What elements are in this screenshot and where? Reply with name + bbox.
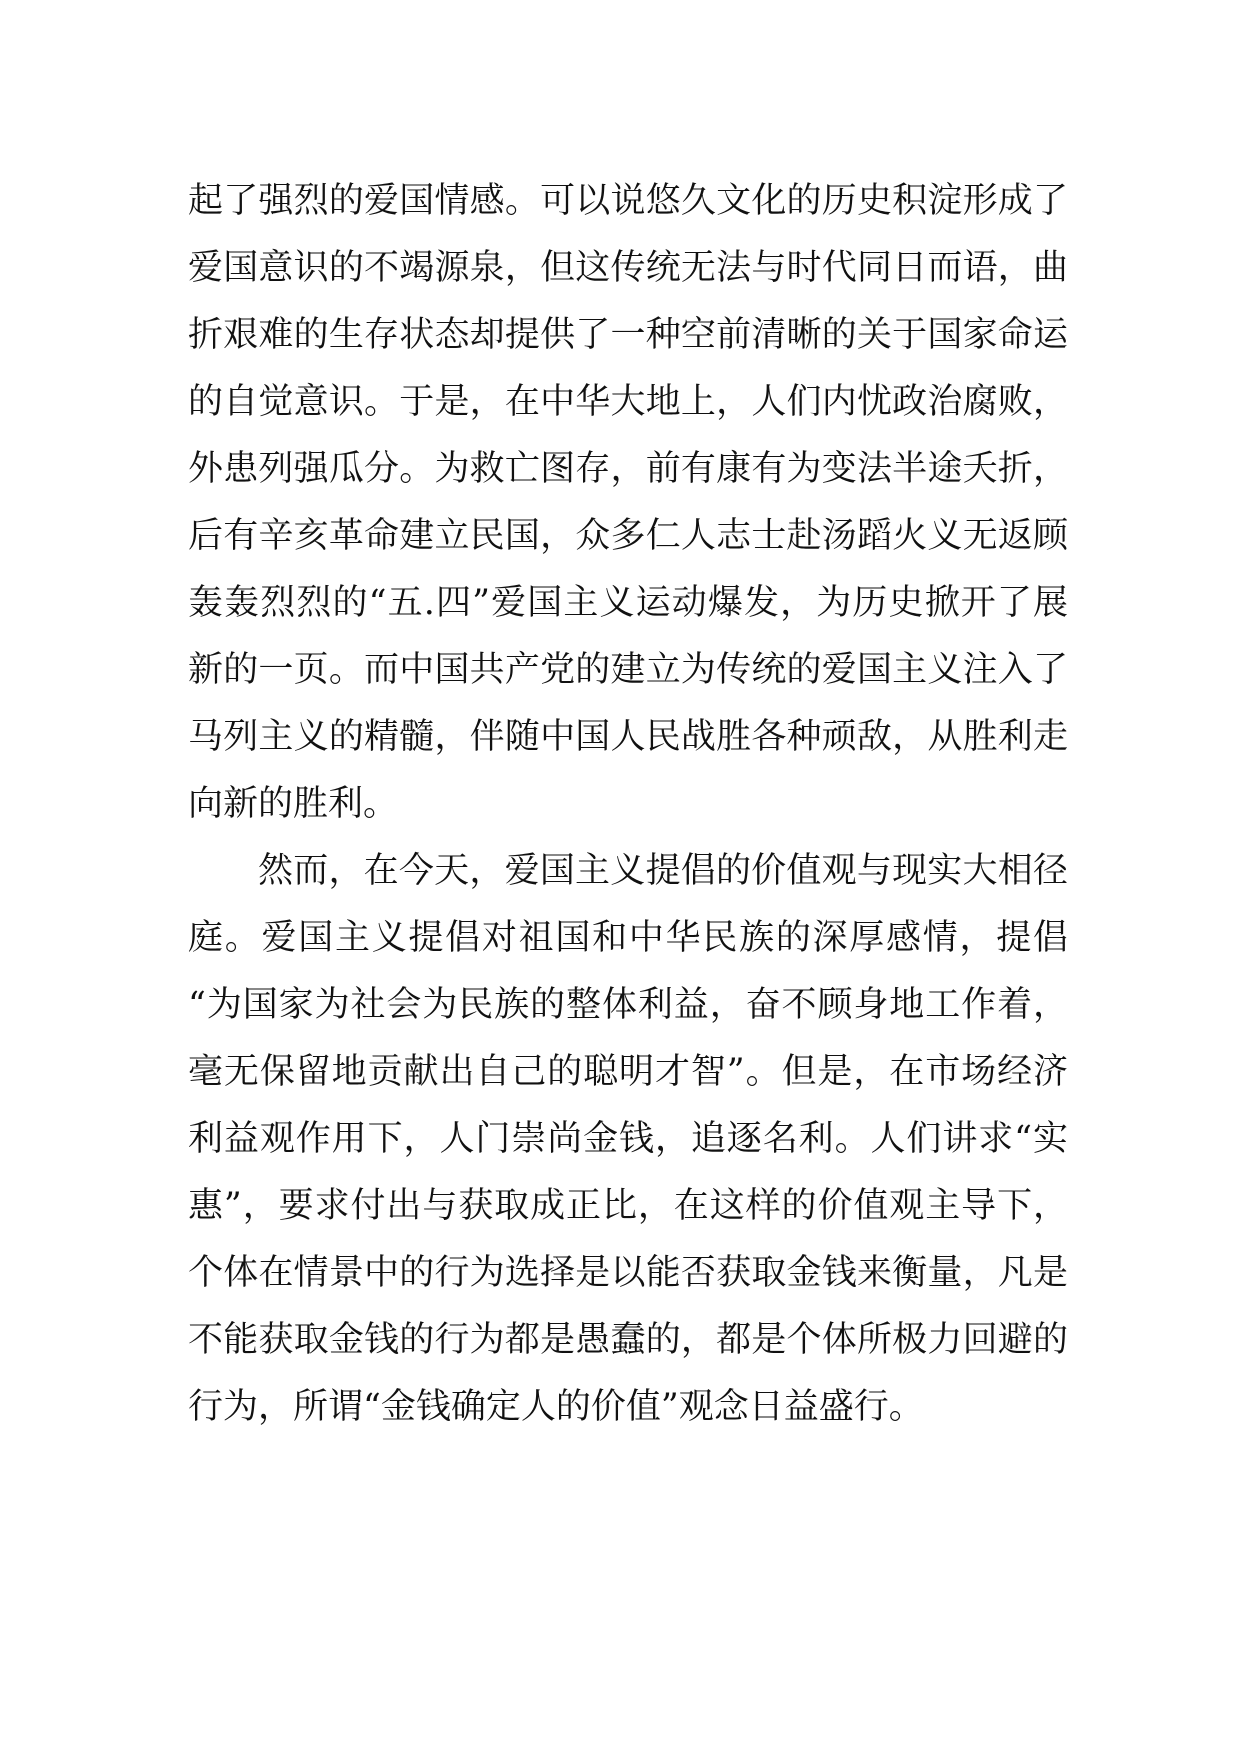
text-line-last: 向新的胜利。	[188, 784, 399, 824]
text-line: “为国家为社会为民族的整体利益，奋不顾身地工作着，	[188, 985, 1068, 1025]
text-line: 毫无保留地贡献出自己的聪明才智”。但是，在市场经济	[188, 1052, 1068, 1092]
paragraph-1	[188, 168, 1068, 838]
paragraph-2	[188, 838, 1068, 1441]
text-line: 后有辛亥革命建立民国，众多仁人志士赴汤蹈火义无返顾	[188, 516, 1068, 556]
text-line: 个体在情景中的行为选择是以能否获取金钱来衡量，凡是	[188, 1253, 1068, 1293]
text-line: 外患列强瓜分。为救亡图存，前有康有为变法半途夭折，	[188, 449, 1068, 489]
text-line-last: 行为，所谓“金钱确定人的价值”观念日益盛行。	[188, 1387, 924, 1427]
text-line: 利益观作用下，人门崇尚金钱，追逐名利。人们讲求“实	[188, 1119, 1068, 1159]
text-line: 爱国意识的不竭源泉，但这传统无法与时代同日而语，曲	[188, 248, 1068, 288]
text-line: 折艰难的生存状态却提供了一种空前清晰的关于国家命运	[188, 315, 1068, 355]
text-line: 轰轰烈烈的“五.四”爱国主义运动爆发，为历史掀开了展	[188, 583, 1068, 623]
text-line: 的自觉意识。于是，在中华大地上，人们内忧政治腐败，	[188, 382, 1068, 422]
text-line: 马列主义的精髓，伴随中国人民战胜各种顽敌，从胜利走	[188, 717, 1068, 757]
text-line: 不能获取金钱的行为都是愚蠢的，都是个体所极力回避的	[188, 1320, 1068, 1360]
text-line: 新的一页。而中国共产党的建立为传统的爱国主义注入了	[188, 650, 1068, 690]
text-line: 起了强烈的爱国情感。可以说悠久文化的历史积淀形成了	[188, 181, 1068, 221]
text-line: 庭。爱国主义提倡对祖国和中华民族的深厚感情，提倡	[188, 918, 1068, 958]
text-line: 惠”，要求付出与获取成正比，在这样的价值观主导下，	[188, 1186, 1068, 1226]
text-line-first: 然而，在今天，爱国主义提倡的价值观与现实大相径	[258, 851, 1068, 891]
body-text	[188, 168, 1068, 1441]
